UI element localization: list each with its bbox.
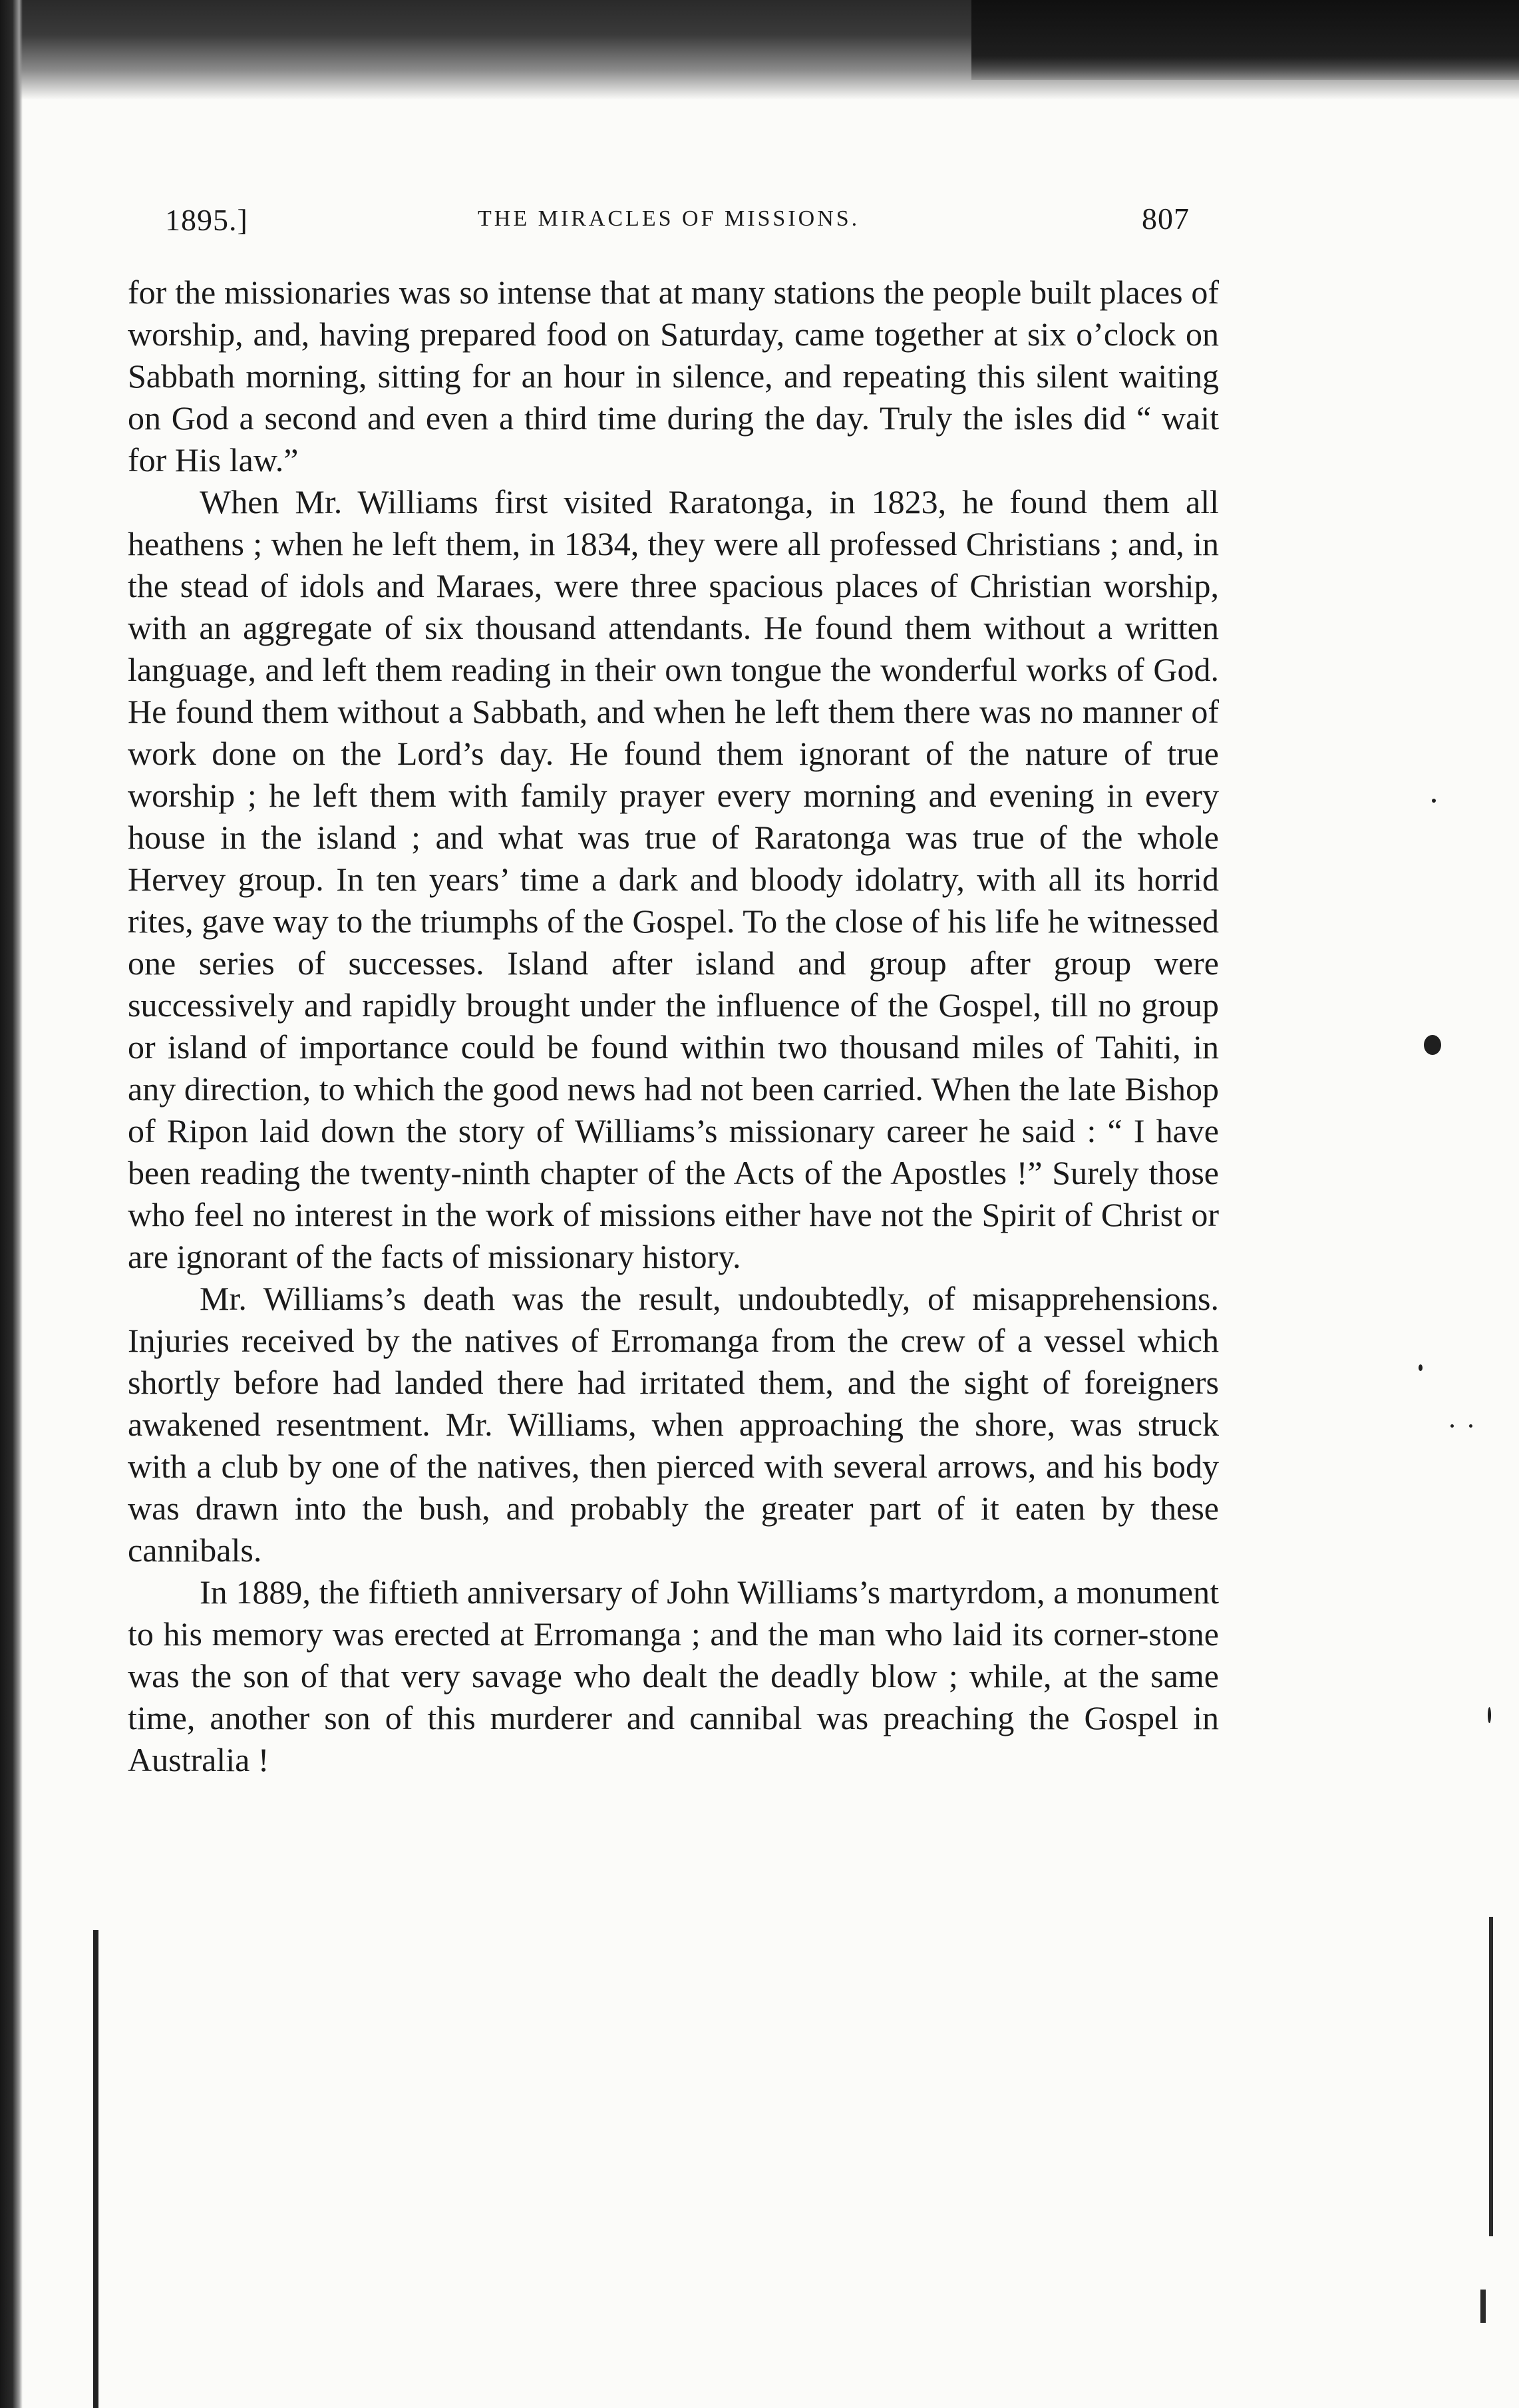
header-title: THE MIRACLES OF MISSIONS. bbox=[478, 206, 860, 231]
scan-speck bbox=[1419, 1364, 1423, 1371]
paragraph: for the missionaries was so intense that at many stations the people built places of worship, and, having prepared food on Saturday, came together at six o’clock on Sabbath morning, sitting for an hour in silence, and repeating this silent waiting on God a second and even a third time during the day. Truly the isles did “ wait for His law.” bbox=[128, 274, 1219, 479]
scan-speck bbox=[1488, 1707, 1491, 1723]
paragraph: In 1889, the fiftieth anniversary of John Williams’s martyrdom, a monument to his memory was erected at Erromanga ; and the man who laid its corner-stone was the son of that very savage who dealt the deadly blow ; while, at the same time, another son of this murderer and cannibal was preaching the Gospel in Australia ! bbox=[128, 1573, 1219, 1778]
scan-right-margin-mark bbox=[1489, 1917, 1493, 2236]
running-head bbox=[165, 197, 1190, 237]
scan-left-binding-edge bbox=[0, 0, 23, 2408]
scan-speck bbox=[1432, 799, 1436, 803]
header-year: 1895.] bbox=[165, 203, 248, 237]
paragraph: When Mr. Williams first visited Raratonga, in 1823, he found them all heathens ; when he left them, in 1834, they were all professed Christians ; and, in the stead of idols and Maraes, were three spacious places of Christian worship, with an aggregate of six thousand attendants. He found them without a written language, and left them reading in their own tongue the wonderful works of God. He found them without a Sabbath, and when he left them there was no manner of work done on the Lord’s day. He found them ignorant of the nature of true worship ; he left them with family prayer every morning and evening in every house in the island ; and what was true of Raratonga was true of the whole Hervey group. In ten years’ time a dark and bloody idolatry, with all its horrid rites, gave way to the triumphs of the Gospel. To the close of his life he witnessed one series of successes. Island after island and group after group were successively and rapidly brought under the influence of the Gospel, till no group or island of importance could be found within two thousand miles of Tahiti, in any direction, to which the good news had not been carried. When the late Bishop of Ripon laid down the story of Williams’s missionary career he said : “ I have been reading the twenty-ninth chapter of the Acts of the Apostles !” Surely those who feel no interest in the work of missions either have not the Spirit of Christ or are ignorant of the facts of missionary history. bbox=[128, 483, 1219, 1275]
scan-left-rule-mark bbox=[93, 1930, 98, 2408]
paragraph: Mr. Williams’s death was the result, undoubtedly, of misapprehensions. Injuries received by the natives of Erromanga from the crew of a vessel which shortly before had landed there had irritated them, and the sight of foreigners awakened resentment. Mr. Williams, when approaching the shore, was struck with a club by one of the natives, then pierced with several arrows, and his body was drawn into the bush, and probably the greater part of it eaten by these cannibals. bbox=[128, 1280, 1219, 1569]
scan-speck bbox=[1469, 1424, 1472, 1428]
scan-top-dark-block bbox=[971, 0, 1519, 80]
scan-speck bbox=[1424, 1035, 1441, 1055]
body-text bbox=[128, 272, 1219, 1781]
scan-right-margin-mark-small bbox=[1480, 2290, 1486, 2323]
page-number: 807 bbox=[1142, 202, 1190, 236]
scan-speck bbox=[1450, 1424, 1454, 1428]
